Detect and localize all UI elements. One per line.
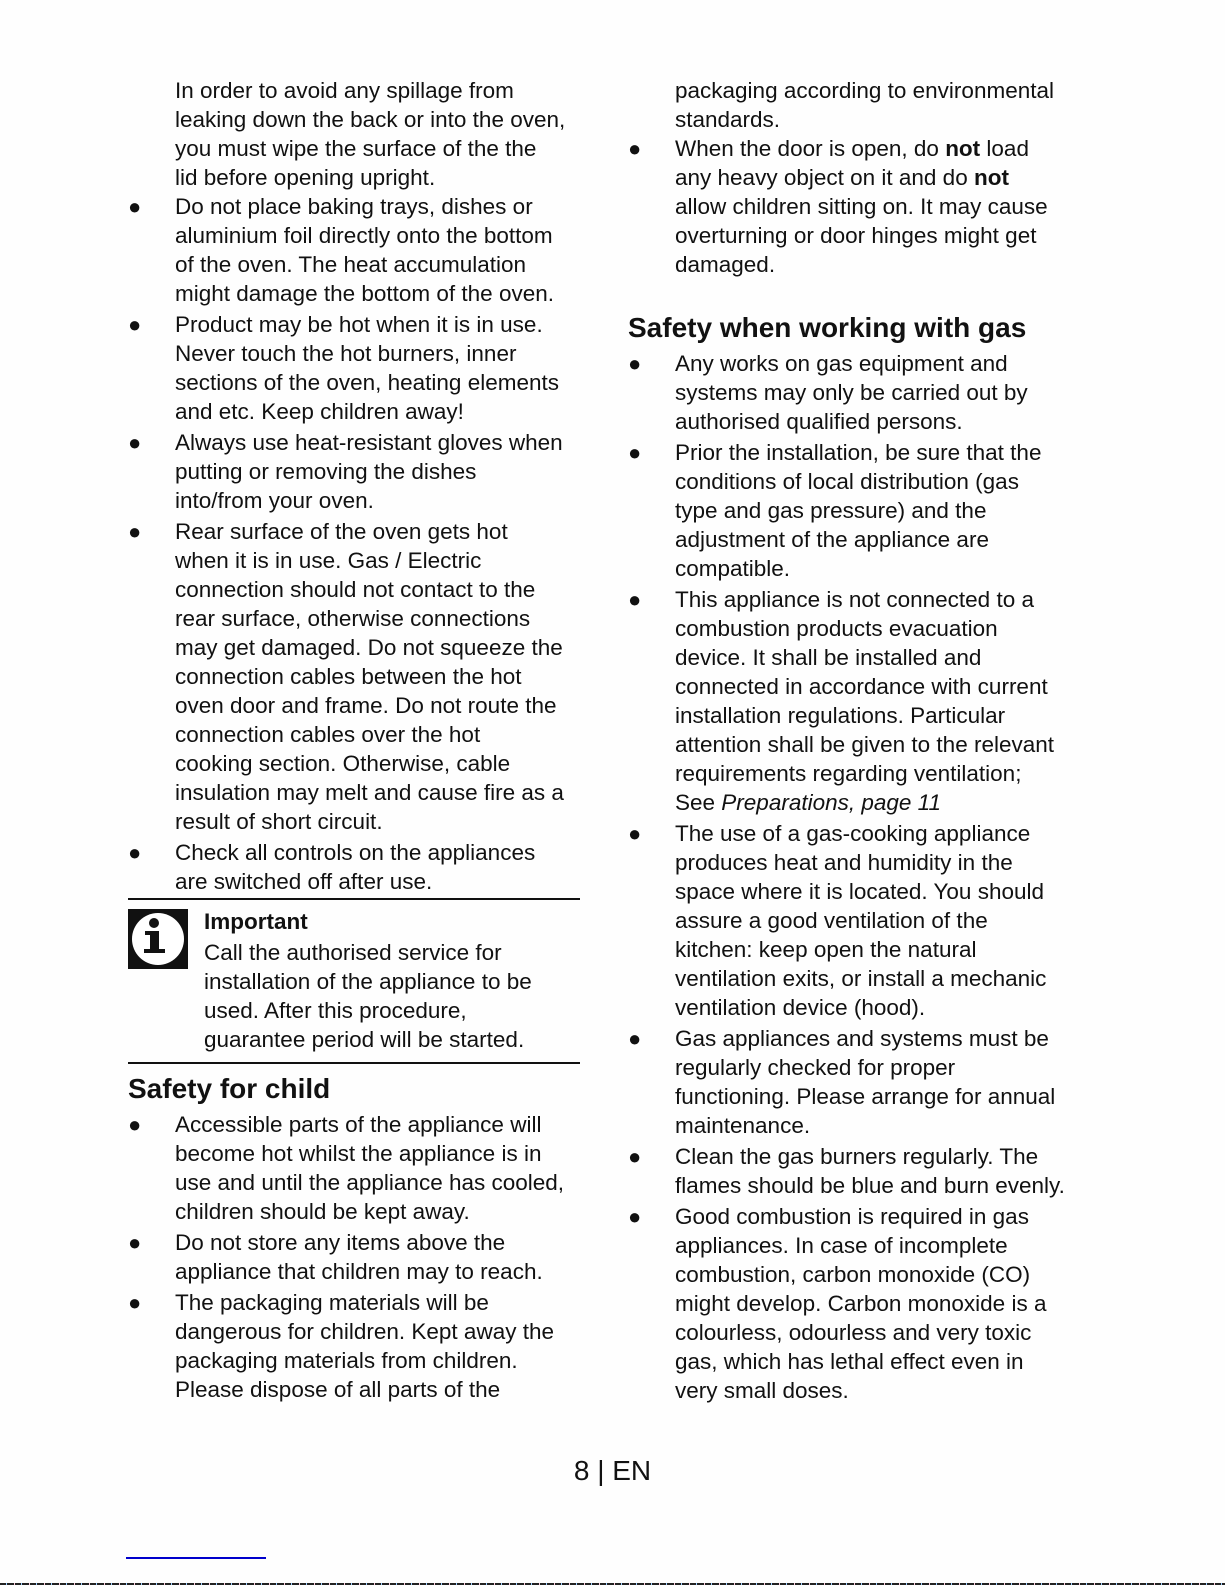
text-line: gas, which has lethal effect even in (675, 1349, 1024, 1374)
text-line: packaging materials from children. (175, 1348, 518, 1373)
text-line: In order to avoid any spillage from (175, 78, 514, 103)
note-title: Important (204, 909, 308, 934)
text-line: connection cables between the hot (175, 664, 522, 689)
list-item (628, 585, 1108, 817)
text-line: guarantee period will be started. (204, 1027, 525, 1052)
text-line: kitchen: keep open the natural (675, 937, 977, 962)
text-line: oven door and frame. Do not route the (175, 693, 557, 718)
text-line: into/from your oven. (175, 488, 374, 513)
text-line: packaging according to environmental (675, 78, 1054, 103)
list-item (628, 819, 1108, 1022)
text-line: Prior the installation, be sure that the (675, 440, 1042, 465)
text-line: are switched off after use. (175, 869, 433, 894)
bullet-icon: ● (628, 136, 642, 161)
bullet-icon: ● (628, 1144, 642, 1169)
intro-paragraph (128, 76, 598, 192)
bullet-icon: ● (628, 1026, 642, 1051)
text-line: aluminium foil directly onto the bottom (175, 223, 553, 248)
text-line: damaged. (675, 252, 776, 277)
text-line: become hot whilst the appliance is in (175, 1141, 542, 1166)
cross-reference-link[interactable]: Preparations, page 11 (721, 790, 942, 815)
text-line: and etc. Keep children away! (175, 399, 464, 424)
list-item (128, 310, 598, 426)
text-line: might develop. Carbon monoxide is a (675, 1291, 1047, 1316)
text-line: Do not store any items above the (175, 1230, 506, 1255)
text-line: Accessible parts of the appliance will (175, 1112, 542, 1137)
text-line: putting or removing the dishes (175, 459, 477, 484)
text-line: dangerous for children. Kept away the (175, 1319, 554, 1344)
text-line: compatible. (675, 556, 791, 581)
text-line: device. It shall be installed and (675, 645, 982, 670)
text-line: Gas appliances and systems must be (675, 1026, 1049, 1051)
list-item (128, 517, 598, 836)
text-line: you must wipe the surface of the the (175, 136, 537, 161)
bullet-icon: ● (128, 312, 142, 337)
text-line: installation regulations. Particular (675, 703, 1006, 728)
text-line: lid before opening upright. (175, 165, 436, 190)
bullet-icon: ● (628, 587, 642, 612)
text-line: installation of the appliance to be (204, 969, 532, 994)
list-item (128, 838, 598, 896)
text-line: use and until the appliance has cooled, (175, 1170, 565, 1195)
bullet-icon: ● (128, 1290, 142, 1315)
link-underline (126, 1557, 266, 1559)
list-item (628, 134, 1108, 279)
continuation-paragraph (628, 76, 1108, 134)
text-line: combustion, carbon monoxide (CO) (675, 1262, 1031, 1287)
list-item (628, 438, 1108, 583)
bullet-icon: ● (628, 821, 642, 846)
text-line: assure a good ventilation of the (675, 908, 988, 933)
text-line: produces heat and humidity in the (675, 850, 1013, 875)
text-line: Always use heat-resistant gloves when (175, 430, 563, 455)
text-line: functioning. Please arrange for annual (675, 1084, 1056, 1109)
section-heading: Safety for child (128, 1073, 331, 1104)
text-line: See Preparations, page 11 (675, 790, 942, 815)
text-line: result of short circuit. (175, 809, 383, 834)
text-line: space where it is located. You should (675, 879, 1044, 904)
text-line: cooking section. Otherwise, cable (175, 751, 511, 776)
list-item (128, 1228, 598, 1286)
bullet-icon: ● (128, 194, 142, 219)
page-number: 8 | EN (573, 1455, 652, 1486)
text-line: This appliance is not connected to a (675, 587, 1034, 612)
list-item (128, 1288, 598, 1404)
text-line: Call the authorised service for (204, 940, 502, 965)
text-line: ventilation exits, or install a mechanic (675, 966, 1047, 991)
bullet-icon: ● (128, 1112, 142, 1137)
text-line: of the oven. The heat accumulation (175, 252, 527, 277)
text-line: Good combustion is required in gas (675, 1204, 1029, 1229)
text-line: The packaging materials will be (175, 1290, 489, 1315)
text-line: type and gas pressure) and the (675, 498, 987, 523)
text-line: allow children sitting on. It may cause (675, 194, 1048, 219)
list-item (128, 1110, 598, 1226)
text-line: flames should be blue and burn evenly. (675, 1173, 1065, 1198)
bullet-icon: ● (628, 351, 642, 376)
text-line: attention shall be given to the relevant (675, 732, 1055, 757)
text-line: The use of a gas-cooking appliance (675, 821, 1031, 846)
text-line: any heavy object on it and do not (675, 165, 1009, 190)
text-line: Do not place baking trays, dishes or (175, 194, 533, 219)
list-item (628, 349, 1108, 436)
text-line: sections of the oven, heating elements (175, 370, 559, 395)
text-line: When the door is open, do not load (675, 136, 1029, 161)
important-note (128, 900, 598, 1062)
text-line: appliance that children may to reach. (175, 1259, 543, 1284)
text-line: appliances. In case of incomplete (675, 1233, 1008, 1258)
list-item (128, 192, 598, 308)
text-line: leaking down the back or into the oven, (175, 107, 566, 132)
bullet-icon: ● (128, 1230, 142, 1255)
list-item (128, 428, 598, 515)
text-line: might damage the bottom of the oven. (175, 281, 554, 306)
text-line: connection should not contact to the (175, 577, 536, 602)
list-item (628, 1142, 1108, 1200)
text-line: when it is in use. Gas / Electric (175, 548, 482, 573)
text-line: children should be kept away. (175, 1199, 470, 1224)
text-line: colourless, odourless and very toxic (675, 1320, 1032, 1345)
text-line: Check all controls on the appliances (175, 840, 536, 865)
text-line: Product may be hot when it is in use. (175, 312, 543, 337)
text-line: ventilation device (hood). (675, 995, 926, 1020)
text-line: insulation may melt and cause fire as a (175, 780, 564, 805)
bullet-icon: ● (628, 1204, 642, 1229)
text-line: authorised qualified persons. (675, 409, 963, 434)
text-line: standards. (675, 107, 781, 132)
list-item (628, 1202, 1108, 1405)
text-line: may get damaged. Do not squeeze the (175, 635, 563, 660)
info-icon (128, 909, 188, 969)
text-line: maintenance. (675, 1113, 811, 1138)
text-line: Never touch the hot burners, inner (175, 341, 517, 366)
text-line: Please dispose of all parts of the (175, 1377, 501, 1402)
text-line: systems may only be carried out by (675, 380, 1028, 405)
text-line: combustion products evacuation (675, 616, 998, 641)
section-heading: Safety when working with gas (628, 312, 1027, 343)
text-line: Clean the gas burners regularly. The (675, 1144, 1039, 1169)
bullet-icon: ● (128, 430, 142, 455)
text-line: requirements regarding ventilation; (675, 761, 1022, 786)
text-line: regularly checked for proper (675, 1055, 956, 1080)
bullet-icon: ● (628, 440, 642, 465)
text-line: connected in accordance with current (675, 674, 1048, 699)
right-column (628, 76, 1108, 1407)
left-column (128, 76, 598, 1406)
text-line: connection cables over the hot (175, 722, 481, 747)
text-line: conditions of local distribution (gas (675, 469, 1019, 494)
text-line: Any works on gas equipment and (675, 351, 1008, 376)
divider (128, 1062, 580, 1064)
text-line: used. After this procedure, (204, 998, 467, 1023)
bullet-icon: ● (128, 519, 142, 544)
text-line: rear surface, otherwise connections (175, 606, 531, 631)
text-line: overturning or door hinges might get (675, 223, 1037, 248)
bullet-icon: ● (128, 840, 142, 865)
text-line: adjustment of the appliance are (675, 527, 989, 552)
text-line: Rear surface of the oven gets hot (175, 519, 508, 544)
text-line: very small doses. (675, 1378, 849, 1403)
list-item (628, 1024, 1108, 1140)
